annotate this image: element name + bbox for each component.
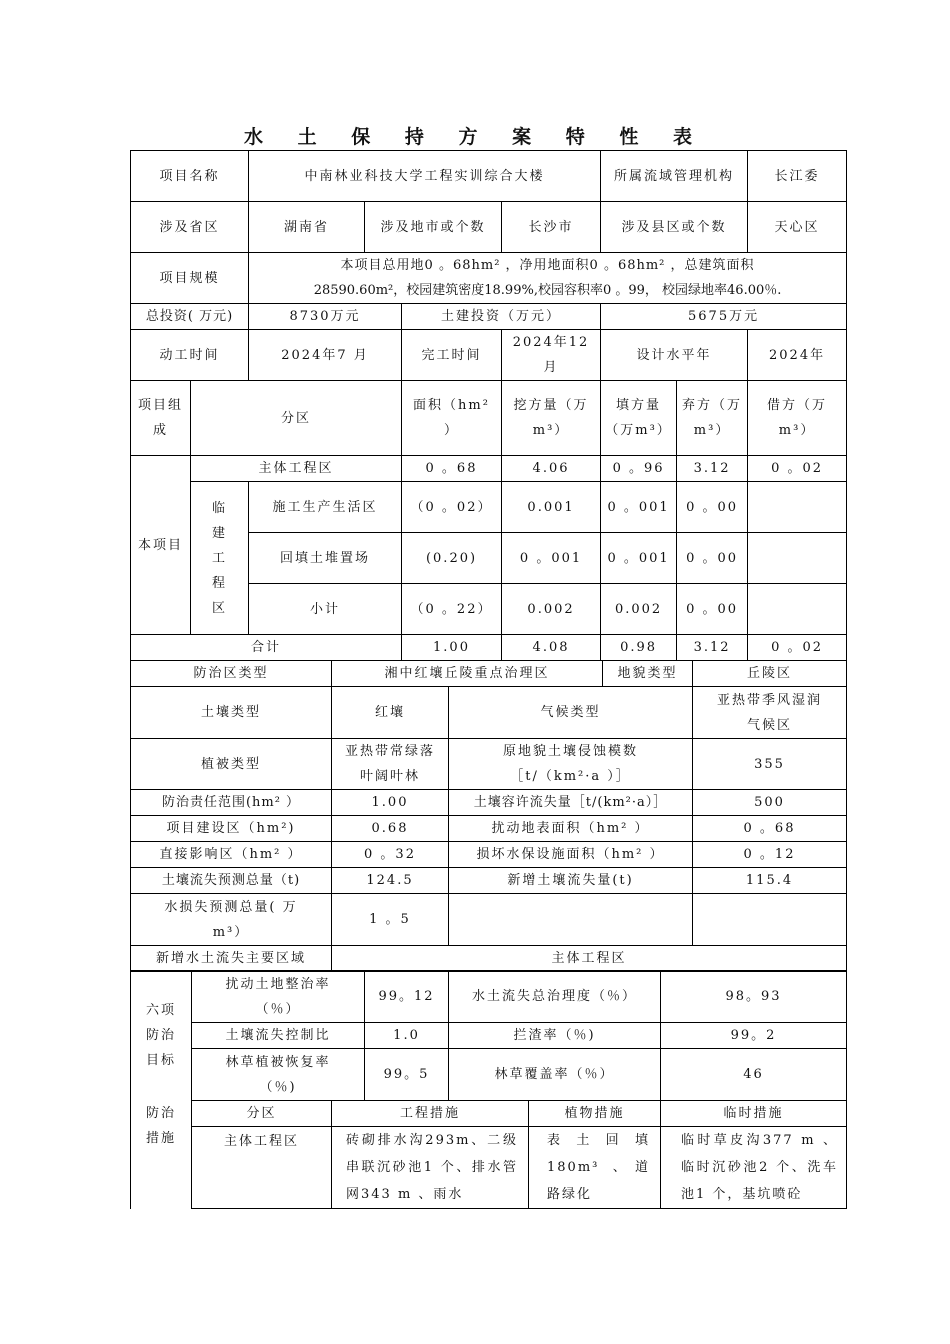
zone-type-label: 防治区类型	[131, 661, 332, 687]
target-veg-recovery-value: 99。5	[365, 1049, 449, 1101]
city-label: 涉及地市或个数	[365, 202, 502, 253]
invest-label: 总投资( 万元)	[131, 304, 249, 330]
allowable-loss-value: 500	[693, 790, 847, 816]
province-value: 湖南省	[249, 202, 365, 253]
target-treatment-value: 98。93	[661, 971, 847, 1023]
disturbed-area-value: 0 。68	[693, 816, 847, 842]
water-loss-label: 水损失预测总量( 万m³）	[131, 894, 332, 946]
backfill-waste: 0 。00	[677, 533, 748, 584]
soil-type-label: 土壤类型	[131, 687, 332, 739]
measures-zone: 主体工程区	[192, 1127, 332, 1209]
damaged-facility-value: 0 。12	[693, 842, 847, 868]
construction-area: （0 。02）	[402, 482, 502, 533]
main-waste: 3.12	[677, 456, 748, 482]
total-area: 1.00	[402, 635, 502, 661]
basin-value: 长江委	[748, 151, 847, 202]
blank-cell-1	[449, 894, 693, 946]
area-header: 面积（hm² ）	[402, 381, 502, 456]
build-area-label: 项目建设区（hm²)	[131, 816, 332, 842]
zone-header: 分区	[191, 381, 402, 456]
province-label: 涉及省区	[131, 202, 249, 253]
new-loss-area-value: 主体工程区	[332, 946, 847, 972]
measures-eng: 砖砌排水沟293m、二级串联沉砂池1 个、排水管网343 m 、雨水	[332, 1127, 529, 1209]
target-treatment-label: 水土流失总治理度（％）	[449, 971, 661, 1023]
target-slag-rate-label: 拦渣率（％)	[449, 1023, 661, 1049]
measures-plant-header: 植物措施	[529, 1101, 661, 1127]
new-soil-loss-value: 115.4	[693, 868, 847, 894]
civil-invest-value: 5675万元	[601, 304, 847, 330]
subtotal-excavation: 0.002	[502, 584, 601, 635]
page-title: 水 土 保 持 方 案 特 性 表	[244, 126, 706, 148]
target-disturbed-rate-label: 扰动土地整治率（％）	[192, 971, 365, 1023]
finish-time-label: 完工时间	[402, 330, 502, 381]
target-slag-rate-value: 99。2	[661, 1023, 847, 1049]
start-time-label: 动工时间	[131, 330, 249, 381]
project-name-label: 项目名称	[131, 151, 249, 202]
climate-type-value: 亚热带季风湿润气候区	[693, 687, 847, 739]
targets-measures-table	[130, 970, 847, 1209]
soil-loss-value: 124.5	[332, 868, 449, 894]
main-borrow: 0 。02	[748, 456, 847, 482]
city-value: 长沙市	[502, 202, 601, 253]
water-loss-value: 1 。5	[332, 894, 449, 946]
construction-waste: 0 。00	[677, 482, 748, 533]
finish-time-value: 2024年12月	[502, 330, 601, 381]
backfill-excavation: 0 。001	[502, 533, 601, 584]
start-time-value: 2024年7 月	[249, 330, 402, 381]
invest-value: 8730万元	[249, 304, 402, 330]
county-value: 天心区	[748, 202, 847, 253]
scale-line-2: 28590.60m²，校园建筑密度18.99%,校园容积率0 。99， 校园绿地率46.00％.	[313, 283, 782, 298]
project-name-value: 中南林业科技大学工程实训综合大楼	[249, 151, 601, 202]
target-disturbed-rate-value: 99。12	[365, 971, 449, 1023]
vegetation-label: 植被类型	[131, 739, 332, 790]
backfill-zone: 回填土堆置场	[249, 533, 402, 584]
total-waste: 3.12	[677, 635, 748, 661]
subtotal-borrow	[748, 584, 847, 635]
measures-label: 防治措施	[131, 1101, 192, 1209]
main-excavation: 4.06	[502, 456, 601, 482]
construction-fill: 0 。001	[601, 482, 677, 533]
main-area: 0 。68	[402, 456, 502, 482]
design-year-value: 2024年	[748, 330, 847, 381]
measures-zone-header: 分区	[192, 1101, 332, 1127]
responsibility-label: 防治责任范围(hm² ）	[131, 790, 332, 816]
target-control-ratio-value: 1.0	[365, 1023, 449, 1049]
group-label: 本项目	[131, 456, 191, 635]
erosion-modulus-label: 原地貌土壤侵蚀模数［t/（km²·a ）］	[449, 739, 693, 790]
allowable-loss-label: 土壤容许流失量［t/(km²·a）］	[449, 790, 693, 816]
total-zone: 合计	[131, 635, 402, 661]
backfill-fill: 0 。001	[601, 533, 677, 584]
responsibility-value: 1.00	[332, 790, 449, 816]
damaged-facility-label: 损坏水保设施面积（hm² ）	[449, 842, 693, 868]
measures-temp-header: 临时措施	[661, 1101, 847, 1127]
climate-type-label: 气候类型	[449, 687, 693, 739]
build-area-value: 0.68	[332, 816, 449, 842]
total-excavation: 4.08	[502, 635, 601, 661]
fill-header: 填方量（万m³）	[601, 381, 677, 456]
main-fill: 0 。96	[601, 456, 677, 482]
target-veg-cover-value: 46	[661, 1049, 847, 1101]
construction-zone: 施工生产生活区	[249, 482, 402, 533]
main-zone: 主体工程区	[191, 456, 402, 482]
temp-works-label: 临建工程区	[191, 482, 249, 635]
construction-borrow	[748, 482, 847, 533]
scale-value	[249, 253, 847, 304]
subtotal-zone: 小计	[249, 584, 402, 635]
backfill-borrow	[748, 533, 847, 584]
subtotal-fill: 0.002	[601, 584, 677, 635]
measures-temp: 临时草皮沟377 m 、临时沉砂池2 个、洗车池1 个，基坑喷砼	[661, 1127, 847, 1209]
direct-impact-value: 0 。32	[332, 842, 449, 868]
vegetation-value: 亚热带常绿落叶阔叶林	[332, 739, 449, 790]
basin-label: 所属流域管理机构	[601, 151, 748, 202]
landform-value: 丘陵区	[693, 661, 847, 687]
backfill-area: (0.20)	[402, 533, 502, 584]
landform-label: 地貌类型	[603, 661, 693, 687]
composition-header: 项目组成	[131, 381, 191, 456]
construction-excavation: 0.001	[502, 482, 601, 533]
blank-cell-2	[693, 894, 847, 946]
total-borrow: 0 。02	[748, 635, 847, 661]
erosion-modulus-value: 355	[693, 739, 847, 790]
subtotal-waste: 0 。00	[677, 584, 748, 635]
targets-label: 六项防治目标	[131, 971, 192, 1101]
target-veg-recovery-label: 林草植被恢复率（％)	[192, 1049, 365, 1101]
scale-line-1: 本项目总用地0 。68hm² ，净用地面积0 。68hm² ，总建筑面积	[340, 258, 755, 273]
target-control-ratio-label: 土壤流失控制比	[192, 1023, 365, 1049]
disturbed-area-label: 扰动地表面积（hm² ）	[449, 816, 693, 842]
subtotal-area: （0 。22）	[402, 584, 502, 635]
excavation-header: 挖方量（万m³）	[502, 381, 601, 456]
measures-plant: 表土回填180m³ 、道路绿化	[529, 1127, 661, 1209]
environment-table	[130, 660, 847, 972]
civil-invest-label: 土建投资（万元）	[402, 304, 601, 330]
scale-label: 项目规模	[131, 253, 249, 304]
waste-header: 弃方（万m³）	[677, 381, 748, 456]
project-info-table	[130, 150, 847, 661]
county-label: 涉及县区或个数	[601, 202, 748, 253]
design-year-label: 设计水平年	[601, 330, 748, 381]
borrow-header: 借方（万m³）	[748, 381, 847, 456]
soil-loss-label: 土壤流失预测总量（t)	[131, 868, 332, 894]
total-fill: 0.98	[601, 635, 677, 661]
direct-impact-label: 直接影响区（hm² ）	[131, 842, 332, 868]
measures-eng-header: 工程措施	[332, 1101, 529, 1127]
target-veg-cover-label: 林草覆盖率（％）	[449, 1049, 661, 1101]
new-soil-loss-label: 新增土壤流失量(t)	[449, 868, 693, 894]
new-loss-area-label: 新增水土流失主要区域	[131, 946, 332, 972]
soil-type-value: 红壤	[332, 687, 449, 739]
zone-type-value: 湘中红壤丘陵重点治理区	[332, 661, 603, 687]
